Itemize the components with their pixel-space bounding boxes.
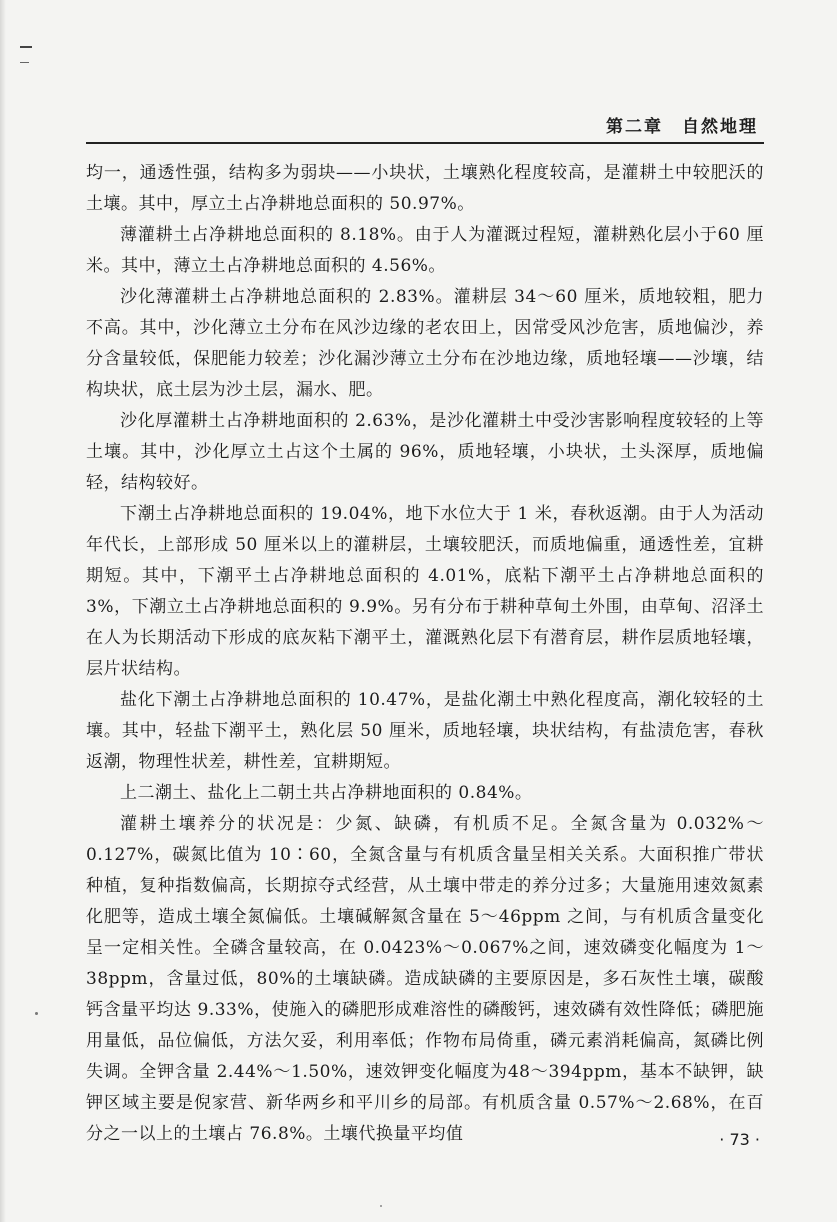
- scan-mark: [20, 62, 29, 63]
- paragraph: 上二潮土、盐化上二朝土共占净耕地面积的 0.84%。: [120, 783, 533, 803]
- paragraph: 沙化薄灌耕土占净耕地总面积的 2.83%。灌耕层 34～60 厘米，质地较粗，肥力不高。其中，沙化薄立土分布在风沙边缘的老农田上，因常受风沙危害，质地偏沙，养分含量较低，保肥能力较差；沙化漏沙薄立土分布在沙地边缘，质地轻壤——沙壤，结构块状，底土层为沙土层，漏水、肥。: [86, 287, 764, 400]
- scan-mark: [20, 46, 32, 48]
- paragraph: 灌耕土壤养分的状况是：少氮、缺磷，有机质不足。全氮含量为 0.032%～0.127%，碳氮比值为 10∶60，全氮含量与有机质含量呈相关关系。大面积推广带状种植，复种指数偏高，长期掠夺式经营，从土壤中带走的养分过多；大量施用速效氮素化肥等，造成土壤全氮偏低。土壤碱解氮含量在 5～46ppm 之间，与有机质含量变化呈一定相关性。全磷含量较高，在 0.0423%～0.067%之间，速效磷变化幅度为 1～38ppm，含量过低，80%的土壤缺磷。造成缺磷的主要原因是，多石灰性土壤，碳酸钙含量平均达 9.33%，使施入的磷肥形成难溶性的磷酸钙，速效磷有效性降低；磷肥施用量低，品位偏低，方法欠妥，利用率低；作物布局倚重，磷元素消耗偏高，氮磷比例失调。全钾含量 2.44%～1.50%，速效钾变化幅度为48～394ppm，基本不缺钾，缺钾区域主要是倪家营、新华两乡和平川乡的局部。有机质含量 0.57%～2.68%，在百分之一以上的土壤占 76.8%。土壤代换量平均值: [86, 814, 764, 1144]
- paragraph: 均一，通透性强，结构多为弱块——小块状，土壤熟化程度较高，是灌耕土中较肥沃的土壤。其中，厚立土占净耕地总面积的 50.97%。: [86, 163, 764, 214]
- scan-edge: [0, 0, 6, 1222]
- paragraph: 沙化厚灌耕土占净耕地面积的 2.63%，是沙化灌耕土中受沙害影响程度较轻的上等土壤。其中，沙化厚立土占这个土属的 96%，质地轻壤，小块状，土头深厚，质地偏轻，结构较好。: [86, 411, 764, 493]
- header-rule: [86, 142, 764, 144]
- scan-speck: [380, 1205, 382, 1207]
- paragraph: 盐化下潮土占净耕地总面积的 10.47%，是盐化潮土中熟化程度高，潮化较轻的土壤。其中，轻盐下潮平土，熟化层 50 厘米，质地轻壤，块状结构，有盐渍危害，春秋返潮，物理性状差，耕性差，宜耕期短。: [86, 690, 764, 772]
- paragraph: 下潮土占净耕地总面积的 19.04%，地下水位大于 1 米，春秋返潮。由于人为活动年代长，上部形成 50 厘米以上的灌耕层，土壤较肥沃，而质地偏重，通透性差，宜耕期短。其中，下潮平土占净耕地总面积的 4.01%，底粘下潮平土占净耕地总面积的 3%，下潮立土占净耕地总面积的 9.9%。另有分布于耕种草甸土外围，由草甸、沼泽土在人为长期活动下形成的底灰粘下潮平土，灌溉熟化层下有潜育层，耕作层质地轻壤，层片状结构。: [86, 504, 764, 679]
- body-text: [86, 158, 764, 1158]
- paragraph: 薄灌耕土占净耕地总面积的 8.18%。由于人为灌溉过程短，灌耕熟化层小于60 厘米。其中，薄立土占净耕地总面积的 4.56%。: [86, 225, 764, 276]
- page-number: · 73 ·: [719, 1130, 760, 1149]
- scan-speck: [35, 1012, 38, 1015]
- running-header: 第二章 自然地理: [606, 117, 758, 137]
